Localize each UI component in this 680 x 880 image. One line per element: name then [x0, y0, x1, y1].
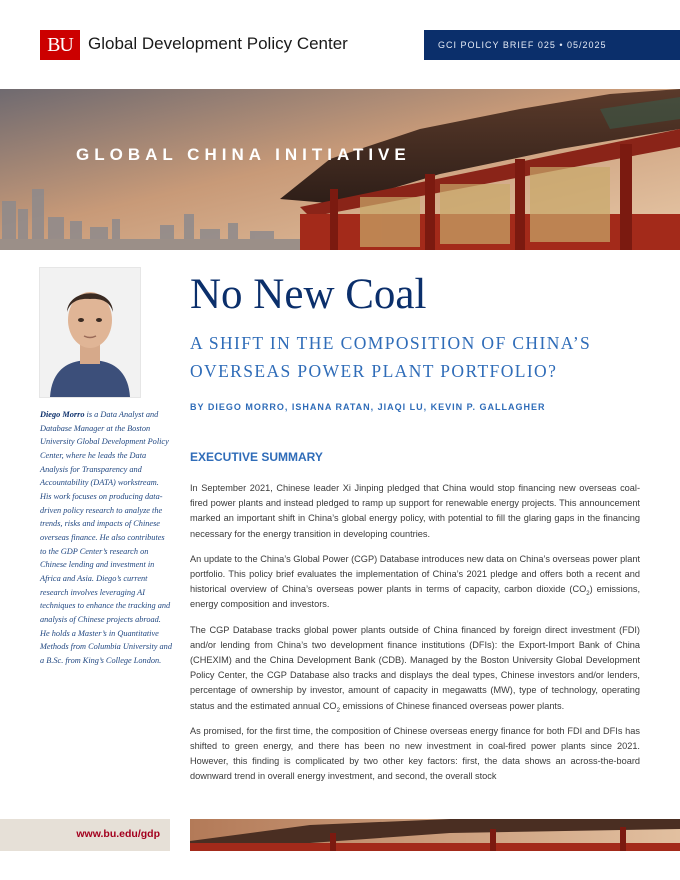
- subscript: 2: [336, 707, 340, 714]
- bu-logo[interactable]: BU: [40, 30, 80, 60]
- paragraph-2-text: An update to the China’s Global Power (CGP) Database introduces new data on China’s overseas power plant portfolio. This policy brief evaluates the implementation of China’s 2021 pledge and offers both a recent and historical overview of China’s overseas power plants in terms of capacity, carbon dioxide (CO: [190, 553, 640, 595]
- banner-image: [0, 89, 680, 250]
- author-portrait: [40, 268, 140, 397]
- paragraph-1: In September 2021, Chinese leader Xi Jinping pledged that China would stop financing new overseas coal-fired power plants and instead pledged to ramp up support for renewable energy projects. This announcement marked an important shift in China’s global energy policy, with potential to fill the glaring gaps in the financing necessary for the energy transition in developing countries.: [190, 483, 640, 539]
- paragraph-3-text-end: emissions of Chinese financed overseas power plants.: [339, 700, 565, 711]
- author-bio-text: is a Data Analyst and Database Manager at the Boston University Global Development Policy Center, where he leads the Data Analysis for Transparency and Accountability (DATA) workstream. His work focuses on producing data-driven policy research to analyze the trends, risks and impacts of Chinese overseas finance. He also contributes to the GDP Center’s research on Chinese lending and investment in Africa and Asia. Diego’s current research involves leveraging AI techniques to enhance the tracking and analysis of Chinese projects abroad. He holds a Master’s in Quantitative Methods from Columbia University and a B.Sc. from King’s College London.: [40, 410, 172, 665]
- paragraph-4: As promised, for the first time, the composition of Chinese overseas energy finance for both FDI and DFIs has shifted to green energy, and there has been no new investment in coal-fired power plants since 2021. However, this finding is complicated by two other key factors: first, the data shows an across-the-board downward trend in overall energy investment, and second, the overall stock: [190, 725, 640, 782]
- subscript: 2: [586, 591, 590, 598]
- footer-bar: [0, 819, 170, 851]
- footer-banner-image: [190, 819, 680, 851]
- article-title: No New Coal: [190, 271, 427, 318]
- paragraph-3-text: The CGP Database tracks global power plants outside of China financed by foreign direct investment (FDI) and/or lending from China’s two development finance institutions (DFIs): the Export-Import Bank of China (CHEXIM) and the China Development Bank (CDB). Managed by the Boston University Global Development Policy Center, the CGP Database also tracks and displays the deal types, Chinese investors and/or lenders, percentage of ownership by investor, amount of capacity in megawatts (MW), type of technology, operating status and the estimated annual CO: [190, 624, 640, 711]
- paragraph-2: [190, 552, 640, 613]
- author-photo: [40, 268, 140, 397]
- footer-url-link[interactable]: www.bu.edu/gdp: [76, 828, 160, 840]
- org-name: Global Development Policy Center: [88, 34, 348, 53]
- paragraph-2-text-end: ) emissions, energy composition and investors.: [190, 584, 641, 610]
- section-heading: EXECUTIVE SUMMARY: [190, 450, 323, 464]
- temple-skyline-illustration: [0, 89, 680, 250]
- author-name: Diego Morro: [40, 410, 85, 419]
- paragraph-3: [190, 623, 640, 714]
- article-subtitle: A SHIFT IN THE COMPOSITION OF CHINA’S OVERSEAS POWER PLANT PORTFOLIO?: [190, 333, 592, 381]
- footer-temple-illustration: [190, 819, 680, 851]
- banner-title: GLOBAL CHINA INITIATIVE: [76, 145, 411, 164]
- policy-brief-label: GCI POLICY BRIEF 025 • 05/2025: [424, 30, 680, 60]
- article-body: [190, 481, 640, 795]
- author-byline: BY DIEGO MORRO, ISHANA RATAN, JIAQI LU, KEVIN P. GALLAGHER: [190, 402, 546, 412]
- author-bio: [40, 408, 172, 667]
